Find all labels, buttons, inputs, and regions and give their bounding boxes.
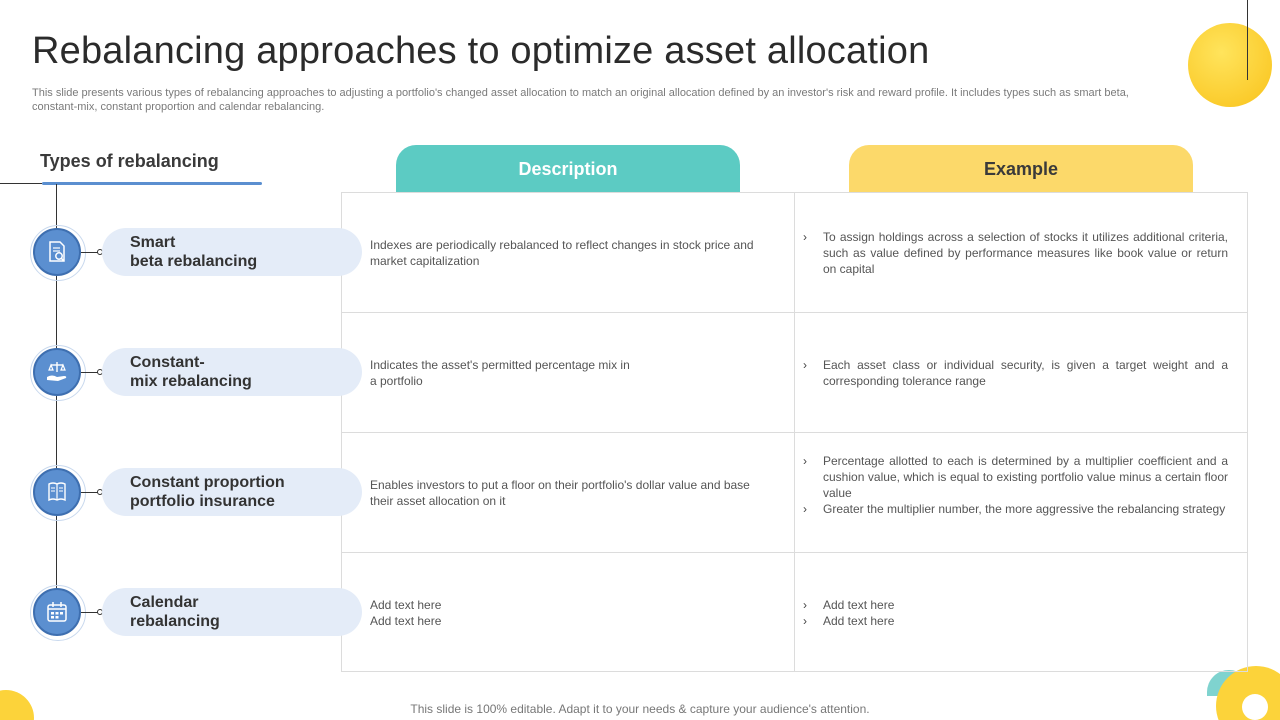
insurance-document-icon	[44, 479, 70, 505]
slide-footer: This slide is 100% editable. Adapt it to your needs & capture your audience's attention.	[410, 702, 870, 716]
example-item: › To assign holdings across a selection of stocks it utilizes additional criteria, such as value defined by performance measures like book value or return on capital	[803, 230, 1228, 276]
row-divider	[341, 312, 1248, 313]
decorative-yellow-circle	[1188, 23, 1272, 107]
slide-subtitle: This slide presents various types of rebalancing approaches to adjusting a portfolio's changed asset allocation to match an original allocation defined by an investor's risk and reward profile. It includes types such as smart beta, constant-mix, constant proportion and calendar rebalancing.	[32, 87, 1129, 113]
types-underline	[42, 182, 262, 185]
type-pill-calendar	[102, 588, 362, 636]
example-item: › Each asset class or individual security, is given a target weight and a corresponding tolerance range	[803, 358, 1228, 388]
calendar-icon	[44, 599, 70, 625]
type-label: Constant- mix rebalancing	[130, 354, 252, 390]
slide-title: Rebalancing approaches to optimize asset allocation	[32, 30, 930, 72]
description-cell: Indexes are periodically rebalanced to reflect changes in stock price and market capitalization	[370, 238, 754, 268]
description-cell: Indicates the asset's permitted percentage mix in a portfolio	[370, 358, 630, 388]
smart-beta-icon	[33, 228, 81, 276]
type-label: Constant proportion portfolio insurance	[130, 474, 285, 510]
chevron-right-icon: ›	[803, 598, 807, 612]
example-list	[803, 357, 1228, 389]
decorative-line	[1247, 0, 1248, 80]
type-pill-smart-beta	[102, 228, 362, 276]
calendar-rebalancing-icon	[33, 588, 81, 636]
chevron-right-icon: ›	[803, 230, 807, 244]
example-item: › Greater the multiplier number, the more aggressive the rebalancing strategy	[803, 502, 1226, 516]
row-divider	[341, 552, 1248, 553]
types-heading: Types of rebalancing	[40, 151, 219, 171]
description-cell: Add text here Add text here	[370, 598, 442, 628]
example-list	[803, 597, 1228, 629]
chevron-right-icon: ›	[803, 454, 807, 468]
example-header: Example	[849, 145, 1193, 193]
cppi-icon	[33, 468, 81, 516]
description-header: Description	[396, 145, 740, 193]
example-item: › Percentage allotted to each is determined by a multiplier coefficient and a cushion value, which is equal to existing portfolio value minus a certain floor value	[803, 454, 1228, 500]
balance-scale-hand-icon	[44, 359, 70, 385]
example-item: › Add text here	[803, 598, 895, 612]
chevron-right-icon: ›	[803, 502, 807, 516]
chevron-right-icon: ›	[803, 614, 807, 628]
document-search-icon	[44, 239, 70, 265]
example-list	[803, 453, 1228, 517]
heading-left-line	[0, 183, 42, 184]
constant-mix-icon	[33, 348, 81, 396]
example-item: › Add text here	[803, 614, 895, 628]
type-label: Smart beta rebalancing	[130, 234, 258, 270]
chevron-right-icon: ›	[803, 358, 807, 372]
description-cell: Enables investors to put a floor on their portfolio's dollar value and base their asset allocation on it	[370, 478, 750, 508]
row-divider	[341, 432, 1248, 433]
type-pill-cppi	[102, 468, 362, 516]
type-pill-constant-mix	[102, 348, 362, 396]
type-label: Calendar rebalancing	[130, 594, 220, 630]
example-list	[803, 229, 1228, 277]
